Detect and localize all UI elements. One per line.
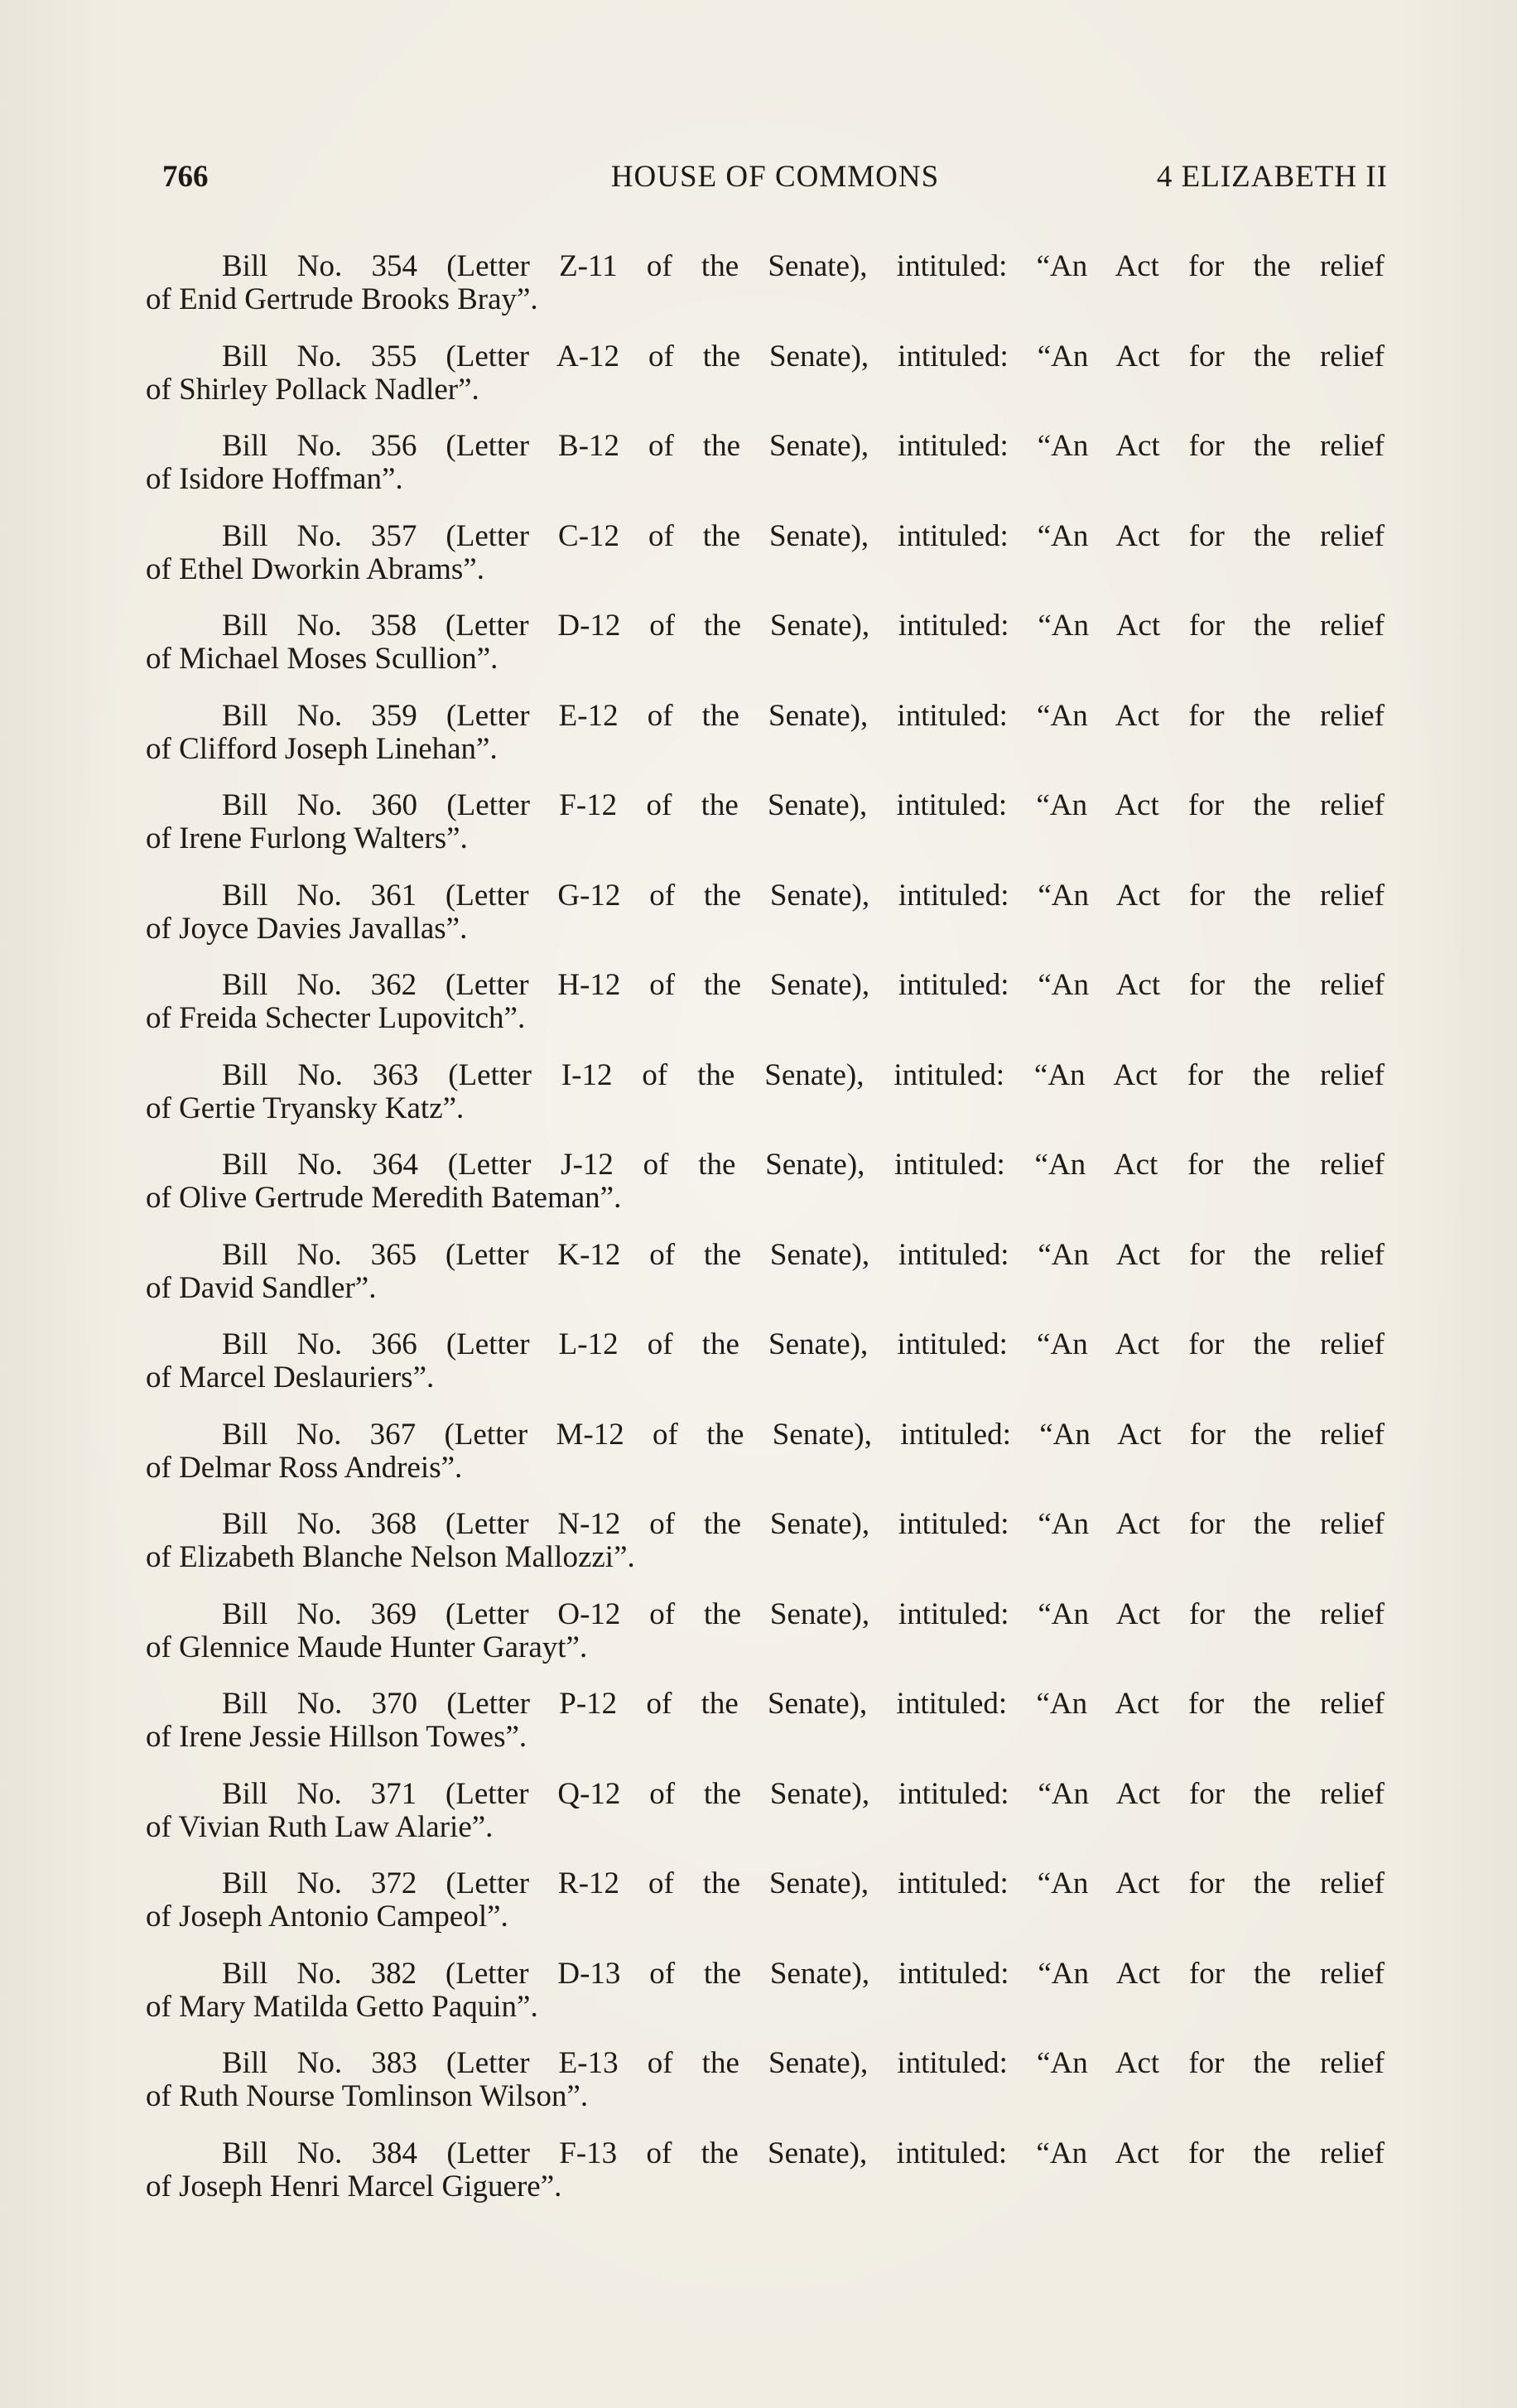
bill-relief-name: of Vivian Ruth Law Alarie”. — [146, 1809, 494, 1844]
bill-title-line: Bill No. 363 (Letter I-12 of the Senate), intituled: “An Act for the relief — [222, 1057, 1385, 1092]
bill-relief-name: of Michael Moses Scullion”. — [146, 642, 498, 676]
bill-title-line: Bill No. 370 (Letter P-12 of the Senate), intituled: “An Act for the relief — [222, 1687, 1385, 1721]
bill-relief-name: of Isidore Hoffman”. — [146, 462, 403, 496]
bill-relief-name: of Glennice Maude Hunter Garayt”. — [146, 1630, 588, 1664]
bill-title-line: Bill No. 368 (Letter N-12 of the Senate), intituled: “An Act for the relief — [222, 1507, 1385, 1541]
bill-entry — [146, 609, 1385, 700]
regnal-year: 4 ELIZABETH II — [1156, 160, 1388, 194]
bill-title-line: Bill No. 372 (Letter R-12 of the Senate), intituled: “An Act for the relief — [222, 1866, 1385, 1900]
bill-entry — [146, 2047, 1385, 2137]
bill-relief-name: of Irene Furlong Walters”. — [146, 821, 468, 855]
bill-relief-name: of Clifford Joseph Linehan”. — [146, 731, 498, 766]
bill-relief-name: of Ruth Nourse Tomlinson Wilson”. — [146, 2079, 589, 2113]
bill-entry — [146, 1418, 1385, 1509]
bill-title-line: Bill No. 358 (Letter D-12 of the Senate), intituled: “An Act for the relief — [222, 609, 1385, 643]
bill-relief-name: of Freida Schecter Lupovitch”. — [146, 1001, 526, 1035]
bill-entry — [146, 1149, 1385, 1239]
bill-relief-name: of Joyce Davies Javallas”. — [146, 911, 468, 946]
bill-entry — [146, 700, 1385, 790]
page-number: 766 — [162, 160, 209, 194]
running-title: HOUSE OF COMMONS — [610, 160, 940, 194]
bill-entry — [146, 340, 1385, 431]
bill-entry — [146, 879, 1385, 970]
bill-title-line: Bill No. 371 (Letter Q-12 of the Senate), intituled: “An Act for the relief — [222, 1776, 1385, 1811]
bill-title-line: Bill No. 355 (Letter A-12 of the Senate), intituled: “An Act for the relief — [222, 339, 1385, 373]
bill-entry — [146, 1508, 1385, 1598]
page-header — [162, 159, 1388, 199]
bill-relief-name: of Marcel Deslauriers”. — [146, 1361, 435, 1394]
bill-relief-name: of David Sandler”. — [146, 1270, 377, 1305]
bill-title-line: Bill No. 362 (Letter H-12 of the Senate), intituled: “An Act for the relief — [222, 968, 1385, 1002]
bill-relief-name: of Irene Jessie Hillson Towes”. — [146, 1720, 527, 1754]
bill-title-line: Bill No. 365 (Letter K-12 of the Senate), intituled: “An Act for the relief — [222, 1237, 1385, 1272]
bill-title-line: Bill No. 357 (Letter C-12 of the Senate), intituled: “An Act for the relief — [222, 518, 1385, 553]
bill-relief-name: of Elizabeth Blanche Nelson Mallozzi”. — [146, 1540, 635, 1574]
bill-entry — [146, 1958, 1385, 2048]
bill-title-line: Bill No. 382 (Letter D-13 of the Senate), intituled: “An Act for the relief — [222, 1956, 1385, 1991]
bill-entry — [146, 250, 1385, 340]
bill-title-line: Bill No. 360 (Letter F-12 of the Senate), intituled: “An Act for the relief — [222, 788, 1385, 822]
bill-entry — [146, 2137, 1385, 2227]
bill-relief-name: of Olive Gertrude Meredith Bateman”. — [146, 1181, 622, 1215]
bill-title-line: Bill No. 354 (Letter Z-11 of the Senate), intituled: “An Act for the relief — [222, 249, 1385, 283]
bill-relief-name: of Joseph Antonio Campeol”. — [146, 1900, 508, 1934]
bill-title-line: Bill No. 364 (Letter J-12 of the Senate), intituled: “An Act for the relief — [222, 1148, 1385, 1182]
bill-entry — [146, 1328, 1385, 1418]
bill-title-line: Bill No. 384 (Letter F-13 of the Senate), intituled: “An Act for the relief — [222, 2136, 1385, 2170]
bill-entry — [146, 1059, 1385, 1149]
bill-entry — [146, 969, 1385, 1059]
bill-title-line: Bill No. 367 (Letter M-12 of the Senate), intituled: “An Act for the relief — [222, 1417, 1385, 1452]
bill-entry — [146, 520, 1385, 610]
bill-relief-name: of Mary Matilda Getto Paquin”. — [146, 1989, 538, 2024]
bill-relief-name: of Ethel Dworkin Abrams”. — [146, 551, 484, 586]
bill-title-line: Bill No. 361 (Letter G-12 of the Senate), intituled: “An Act for the relief — [222, 878, 1385, 913]
bill-entry — [146, 789, 1385, 879]
bill-entry — [146, 1688, 1385, 1778]
bill-title-line: Bill No. 356 (Letter B-12 of the Senate), intituled: “An Act for the relief — [222, 429, 1385, 463]
bill-entry — [146, 430, 1385, 520]
bill-entry — [146, 1867, 1385, 1958]
bill-relief-name: of Joseph Henri Marcel Giguere”. — [146, 2169, 562, 2203]
bill-relief-name: of Shirley Pollack Nadler”. — [146, 372, 479, 407]
bill-relief-name: of Gertie Tryansky Katz”. — [146, 1091, 465, 1125]
bill-relief-name: of Delmar Ross Andreis”. — [146, 1450, 463, 1485]
bill-title-line: Bill No. 359 (Letter E-12 of the Senate), intituled: “An Act for the relief — [222, 698, 1385, 733]
bill-title-line: Bill No. 369 (Letter O-12 of the Senate), intituled: “An Act for the relief — [222, 1597, 1385, 1631]
bill-entry — [146, 1778, 1385, 1868]
bill-list — [146, 250, 1385, 2227]
bill-entry — [146, 1598, 1385, 1688]
bill-title-line: Bill No. 383 (Letter E-13 of the Senate), intituled: “An Act for the relief — [222, 2046, 1385, 2080]
bill-relief-name: of Enid Gertrude Brooks Bray”. — [146, 282, 538, 316]
bill-title-line: Bill No. 366 (Letter L-12 of the Senate), intituled: “An Act for the relief — [222, 1327, 1385, 1361]
bill-entry — [146, 1239, 1385, 1329]
